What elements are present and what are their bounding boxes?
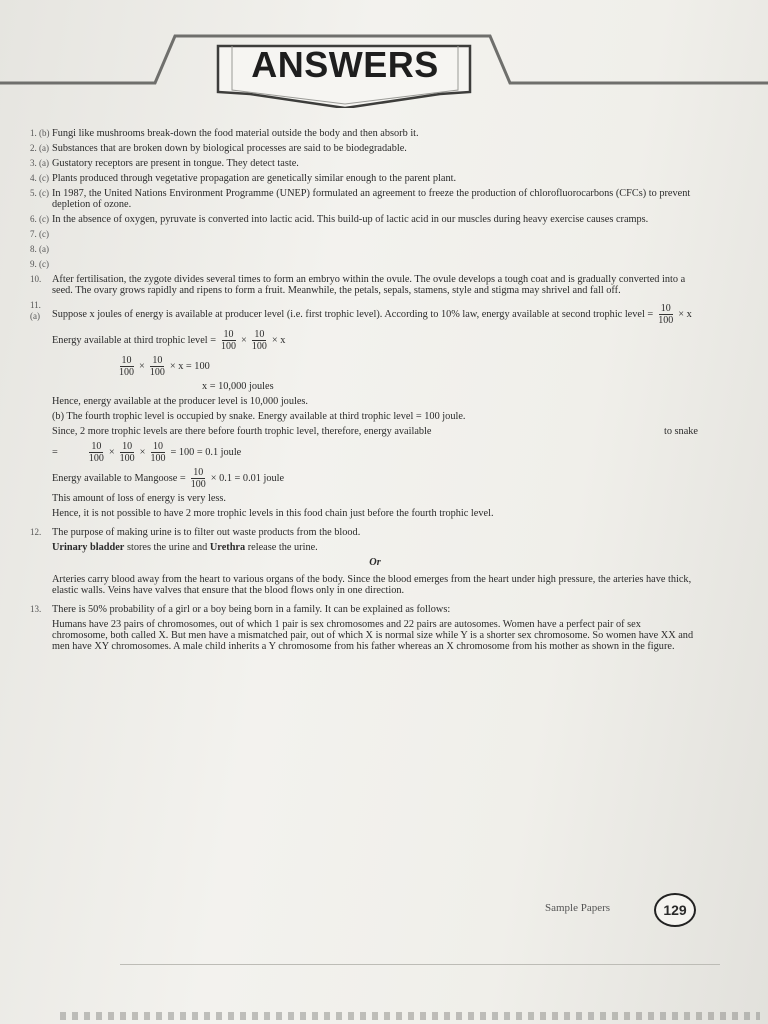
fraction: $\frac{10}{100}$ [119,355,134,378]
answer-item-6 [30,214,698,225]
answer-number: 12. [30,527,42,537]
answer-item-2 [30,143,698,154]
answer-item-12: 12. The purpose of making urine is to filter out waste products from the blood. Urinary bladder stores the urine and Urethra release the urine. Or Arteries carry blood away from the heart to various organs of the body. Since the blood emerges from the heart under high pressure, the arteries have thick, elastic walls. Veins have valves that ensure that the blood flows only in one direction. [30,527,698,600]
fraction: $\frac{10}{100}$ [119,441,135,464]
answer-number: 11. (a) [30,300,41,321]
x-result: x = 10,000 joules [202,381,274,392]
answer-item-5 [30,188,698,210]
answer-text: Substances that are broken down by biological processes are said to be biodegradable. [52,143,407,154]
loss-text: This amount of loss of energy is very less. [52,493,226,504]
fraction: $\frac{10}{100}$ [88,441,104,464]
hence-text: Hence, energy available at the producer level is 10,000 joules. [52,396,308,407]
fraction: $\frac{10}{100}$ [149,355,165,378]
answer-item-13 [30,604,698,656]
third-level-label: Energy available at third trophic level = [52,335,217,346]
answer-number: 9. (c) [30,259,49,269]
part-b-text: The fourth trophic level is occupied by snake. Energy available at third trophic level = 100 joule. [66,411,466,422]
answer-number: 1. (b) [30,128,50,138]
footer-label: Sample Papers [545,902,611,914]
answer-text: After fertilisation, the zygote divides several times to form an embryo within the ovule. The ovule develops a tough coat and is gradually converted into a seed. The ovary grows rapidly and ripens to form a fruit. Meanwhile, the petals, sepals, stamens, style and stigma may shrivel and fall off. [52,274,686,296]
probability-text: There is 50% probability of a girl or a boy being born in a family. It can be explained as follows: [52,604,451,615]
arteries-text: Arteries carry blood away from the heart to various organs of the body. Since the blood emerges from the heart under high pressure, the arteries have thick, elastic walls. Veins have valves that ensure that the blood flows only in one direction. [52,574,692,596]
answer-text: In 1987, the United Nations Environment Programme (UNEP) formulated an agreement to freeze the production of chlorofluorocarbons (CFCs) to prevent depletion of ozone. [52,188,691,210]
answer-number: 7. (c) [30,229,49,239]
answer-number: 3. (a) [30,158,49,168]
fraction: $\frac{10}{100}$ [251,329,267,352]
answer-item-10 [30,274,698,296]
chromosome-text: Humans have 23 pairs of chromosomes, out of which 1 pair is sex chromosomes and 22 pairs are autosomes. Women have a perfect pair of sex chromosome, both called X. But men have a mismatched pair, out of which X is normal size while Y is a shorter sex chromosome. So women have XX and men have XY chromosomes. A male child inherits a Y chromosome from his father whereas an X chromosome from his mother as shown in the figure. [52,619,694,652]
answer-number: 10. [30,274,42,284]
mangoose-label: Energy available to Mangoose = [52,473,186,484]
answer-text [52,229,698,240]
answer-number: 2. (a) [30,143,49,153]
or-separator: Or [369,557,381,568]
bottom-edge-pattern [60,1012,760,1020]
energy-intro: Suppose x joules of energy is available at producer level (i.e. first trophic level). According to 10% law, energy available at second trophic level = [52,309,654,320]
answer-number: 4. (c) [30,173,49,183]
answer-item-11: 11. (a) Suppose x joules of energy is available at producer level (i.e. first trophic level). According to 10% law, energy available at second trophic level = $\frac{10}{100}$ × x Energy available at third trophic level = $\frac{10}{100}$ × $\frac{10}{100}$ × x $\frac{10}{100}$ × $\frac{10}{100}$ × x = 100 x = 10,000 joules Hence, energy available at the producer level is 10,000 joules. (b) The fourth trophic level is occupied by snake. Energy available at third trophic level = 100 joule. Since, 2 more trophic levels are there before fourth trophic level, therefore, energy available to snake = $\frac{10}{100}$ × $\frac{10}{100}$ × $\frac{10}{100}$ = 100 = 0.1 joule Energy available to Mangoose = $\frac{10}{100}$ × 0.1 = 0.01 joule This amount of loss of energy is very less. Hence, it is not possible to have 2 more trophic levels in this food chain just before the fourth trophic level. [30,300,698,523]
answer-text: Gustatory receptors are present in tongue. They detect taste. [52,158,299,169]
answer-item-8 [30,244,698,255]
urine-purpose: The purpose of making urine is to filter out waste products from the blood. [52,527,361,538]
conclusion-text: Hence, it is not possible to have 2 more trophic levels in this food chain just before the fourth trophic level. [52,508,494,519]
fraction: $\frac{10}{100}$ [221,329,237,352]
answers-content [30,128,698,660]
answer-text: Fungi like mushrooms break-down the food material outside the body and then absorb it. [52,128,419,139]
answer-text [52,244,698,255]
answer-number: 13. [30,604,42,614]
answer-text: In the absence of oxygen, pyruvate is converted into lactic acid. This build-up of lactic acid in our muscles during heavy exercise causes cramps. [52,214,649,225]
page-title: ANSWERS [251,44,439,85]
footer-divider [120,964,720,965]
answer-item-7 [30,229,698,240]
answer-item-4 [30,173,698,184]
answer-item-9 [30,259,698,270]
answer-text [52,259,698,270]
answer-number: 6. (c) [30,214,49,224]
answer-number: 8. (a) [30,244,49,254]
fraction: $\frac{10}{100}$ [190,467,206,490]
answer-item-1 [30,128,698,139]
answer-number: 5. (c) [30,188,49,198]
fraction: $\frac{10}{100}$ [658,303,674,326]
fraction: $\frac{10}{100}$ [150,441,166,464]
answer-item-3 [30,158,698,169]
page-number: 129 [654,893,696,927]
answer-text: Plants produced through vegetative propagation are genetically similar enough to the parent plant. [52,173,457,184]
